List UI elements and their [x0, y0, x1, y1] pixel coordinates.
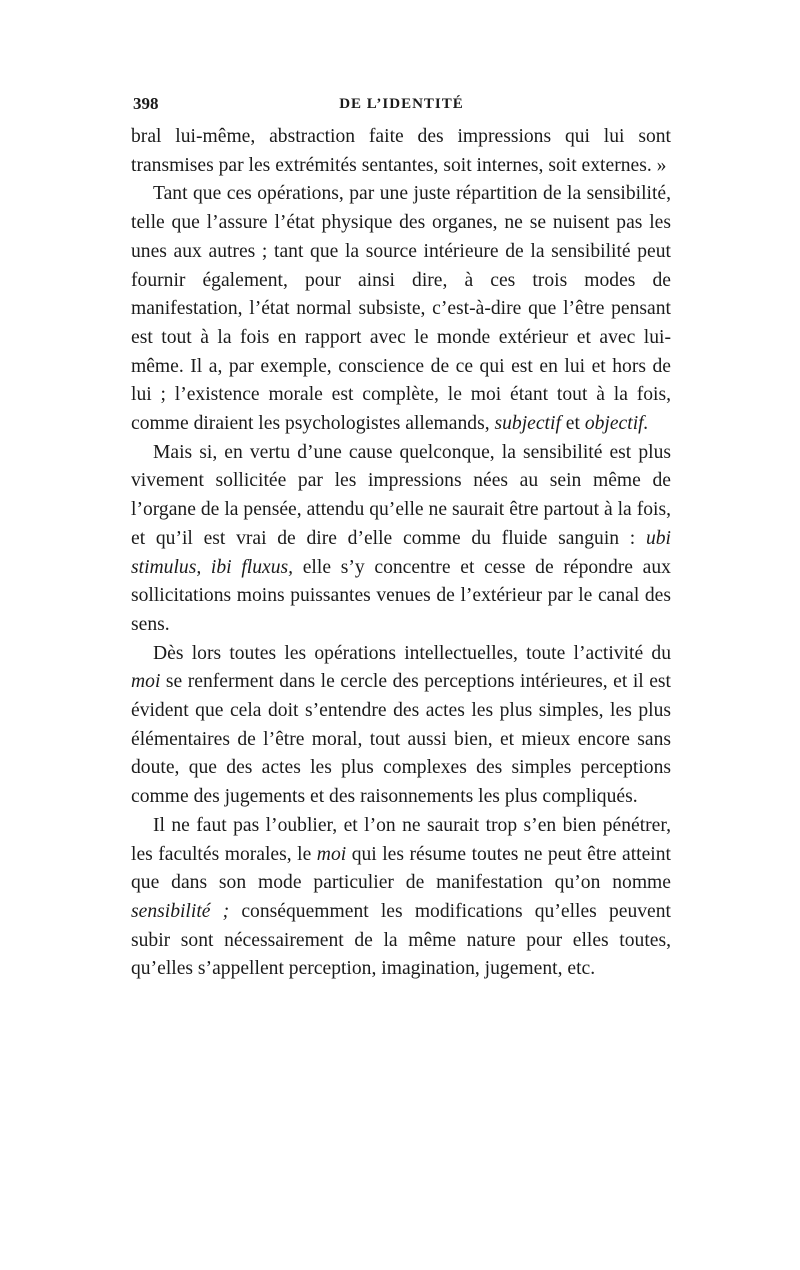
italic-term-subjectif: subjectif [494, 413, 561, 435]
paragraph-3: Mais si, en vertu d’une cause quelconque, la sensibilité est plus vivement sollicitée par les impressions nées au sein même de l’organe de la pensée, attendu qu’elle ne saurait être partout à la fois, et qu’il est vrai de dire d’elle comme du fluide sanguin : ubi stimulus, ibi fluxus, elle s’y concentre et cesse de répondre aux sollicitations moins puissantes venues de l’extérieur par le canal des sens. [131, 441, 671, 635]
italic-term-moi: moi [131, 671, 161, 693]
paragraph-5: Il ne faut pas l’oublier, et l’on ne saurait trop s’en bien pénétrer, les facultés morales, le moi qui les résume toutes ne peut être atteint que dans son mode particulier de manifestation qu’on nomme sensibilité ; conséquemment les modifications qu’elles peuvent subir sont nécessairement de la même nature pour elles toutes, qu’elles s’appellent perception, imagination, jugement, etc. [131, 814, 671, 980]
page-header [133, 92, 670, 116]
body-text [131, 123, 671, 984]
page-number: 398 [133, 94, 159, 113]
italic-term-sensibilite: sensibilité ; [131, 900, 230, 922]
paragraph-4: Dès lors toutes les opérations intellectuelles, toute l’activité du moi se renferment dans le cercle des perceptions intérieures, et il est évident que cela doit s’entendre des actes les plus simples, les plus élémentaires de l’être moral, tout aussi bien, et mieux encore sans doute, que des actes les plus complexes des simples perceptions comme des jugements et des raisonnements les plus compliqués. [131, 642, 671, 808]
paragraph-2: Tant que ces opérations, par une juste répartition de la sensibilité, telle que l’assure l’état physique des organes, ne se nuisent pas les unes aux autres ; tant que la source intérieure de la sensibilité peut fournir également, pour ainsi dire, à ces trois modes de manifestation, l’état normal subsiste, c’est-à-dire que l’être pensant est tout à la fois en rapport avec le monde extérieur et avec lui-même. Il a, par exemple, conscience de ce qui est en lui et hors de lui ; l’existence morale est complète, le moi étant tout à la fois, comme diraient les psychologistes allemands, subjectif et objectif. [131, 183, 671, 435]
paragraph-1: bral lui-même, abstraction faite des impressions qui lui sont transmises par les extrémités sentantes, soit internes, soit externes. » [131, 126, 671, 176]
italic-term-objectif: objectif. [584, 413, 649, 435]
italic-term-moi: moi [316, 843, 347, 865]
italic-latin-phrase: ubi stimulus, ibi fluxus, [131, 527, 671, 578]
running-title: DE L’IDENTITÉ [339, 96, 464, 112]
